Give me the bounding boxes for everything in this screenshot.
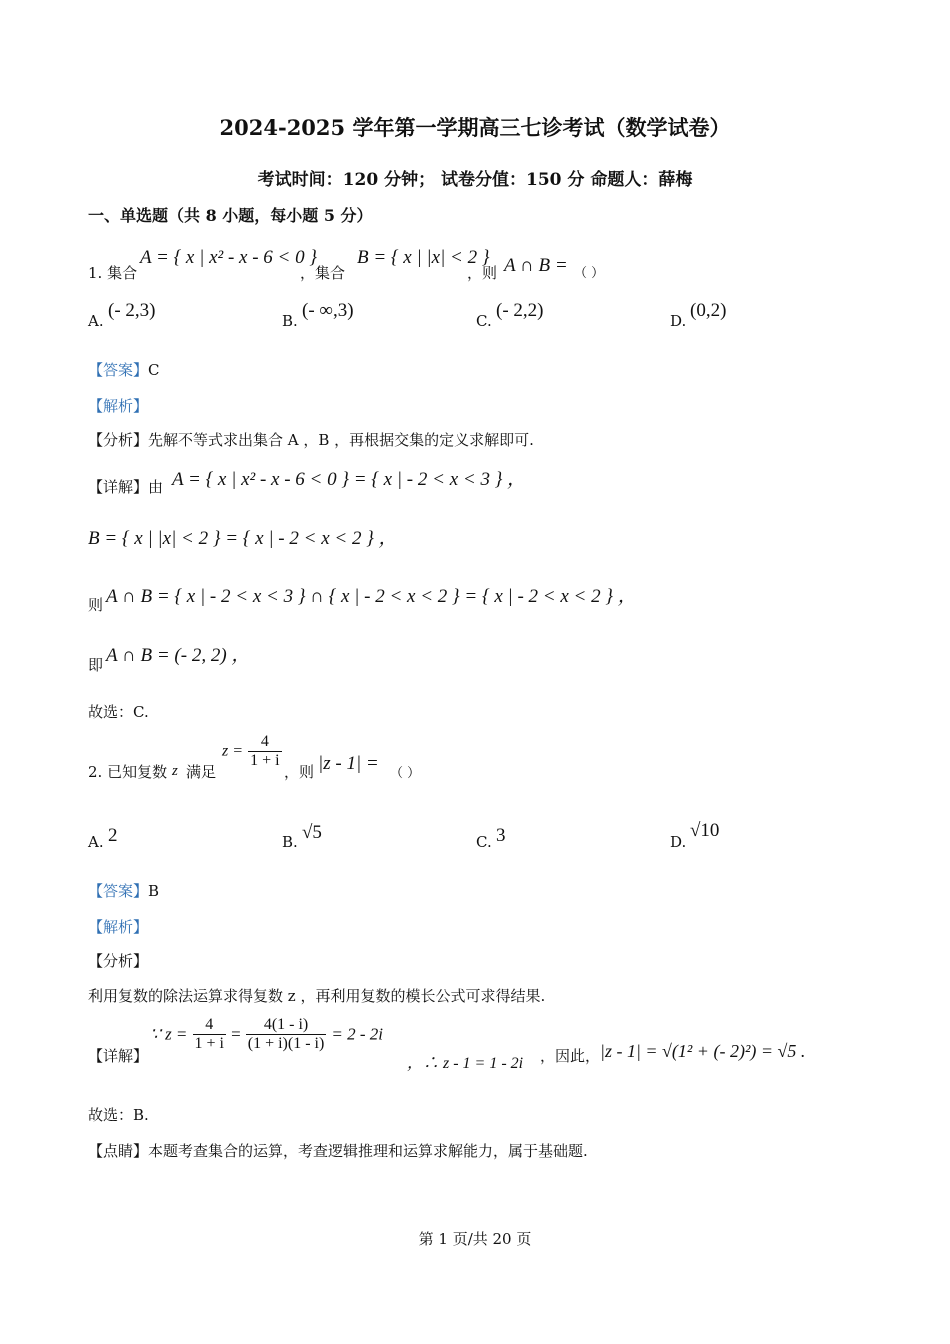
q1-expr: A ∩ B = [504, 255, 568, 276]
q2-fenxi-tag: 【分析】 [88, 952, 149, 970]
q2-answer-line [88, 880, 159, 901]
q2-detail-frac1 [193, 1016, 226, 1053]
q2-option-a-label: A. [88, 833, 104, 851]
q2-frac-den: 1 + i [250, 752, 280, 769]
q2-z-equation [222, 733, 282, 770]
q2-choose: 故选：B. [88, 1106, 149, 1124]
q1-analysis-tag: 【解析】 [88, 397, 149, 415]
q1-answer-line [88, 359, 160, 380]
q1-detail-tag: 【详解】由 [88, 478, 164, 496]
q1-choose: 故选：C. [88, 703, 149, 721]
q1-set-a: A = { x | x² - x - 6 < 0 } [140, 247, 317, 268]
q2-fraction [248, 733, 281, 770]
q2-option-c-label: C. [476, 833, 492, 851]
q1-set-b: B = { x | |x| < 2 } [357, 247, 490, 268]
q1-option-d-label: D. [670, 312, 687, 330]
q2-prefix: 2. 已知复数 [88, 763, 168, 781]
q2-answer-tag: 【答案】 [88, 882, 149, 900]
q2-because: ∵ z = [150, 1024, 188, 1044]
q2-var: z [172, 763, 178, 779]
q2-option-c-value: 3 [496, 825, 506, 846]
q2-then: ，则 [284, 763, 315, 781]
q1-option-c-value: (- 2,2) [496, 300, 544, 321]
exam-info: 考试时间：120 分钟； 试卷分值：150 分 命题人：薛梅 [257, 170, 693, 190]
q1-mid: ，集合 [300, 264, 346, 282]
q1-prefix: 1. 集合 [88, 264, 138, 282]
q1-then: ，则 [467, 264, 498, 282]
q2-detail-result: = 2 - 2i [331, 1024, 384, 1044]
q2-answer: B [148, 882, 160, 900]
q1-answer: C [148, 361, 160, 379]
q2-detail-frac2-den: (1 + i)(1 - i) [247, 1035, 325, 1052]
q2-option-a-value: 2 [108, 825, 118, 846]
q1-detail-line1: A = { x | x² - x - 6 < 0 } = { x | - 2 < x < 3 } ， [172, 469, 527, 490]
q2-detail-eq: = [231, 1024, 241, 1044]
q2-option-d-value: √10 [690, 820, 720, 841]
q2-dianjing: 【点睛】本题考查集合的运算，考查逻辑推理和运算求解能力，属于基础题. [88, 1142, 588, 1160]
q2-detail-frac1-num: 4 [193, 1016, 226, 1035]
q2-hence: ，因此， [540, 1047, 601, 1065]
q2-detail-frac1-den: 1 + i [194, 1035, 224, 1052]
q1-paren: （ ） [574, 266, 605, 281]
page-title: 2024-2025 学年第一学期高三七诊考试（数学试卷） [219, 115, 731, 140]
q1-detail-line2: B = { x | |x| < 2 } = { x | - 2 < x < 2 } ， [88, 528, 398, 549]
section-heading: 一、单选题（共 8 小题，每小题 5 分） [88, 206, 373, 225]
q1-detail-line4-prefix: 即 [88, 656, 104, 674]
q1-option-c-label: C. [476, 312, 492, 330]
q2-paren: （ ） [390, 766, 421, 781]
q1-option-a-label: A. [88, 312, 104, 330]
q2-detail-frac2-num: 4(1 - i) [246, 1016, 327, 1035]
q2-therefore: ，∴ z - 1 = 1 - 2i [407, 1055, 524, 1072]
q2-option-b-label: B. [282, 833, 298, 851]
q2-fenxi: 利用复数的除法运算求得复数 z ，再利用复数的模长公式可求得结果. [88, 987, 546, 1005]
q1-fenxi: 【分析】先解不等式求出集合 A ，B ，再根据交集的定义求解即可. [88, 431, 534, 449]
q2-detail-equation [150, 1016, 383, 1053]
q1-option-a-value: (- 2,3) [108, 300, 156, 321]
q2-analysis-tag: 【解析】 [88, 918, 149, 936]
q1-option-b-value: (- ∞,3) [302, 300, 354, 321]
q2-z-eq: z = [222, 742, 244, 760]
q2-mid: 满足 [186, 763, 217, 781]
q2-option-b-value: √5 [302, 822, 322, 843]
q2-expr: |z - 1| = [318, 753, 379, 774]
q2-frac-num: 4 [248, 733, 281, 752]
q2-detail-frac2 [246, 1016, 327, 1053]
q1-option-b-label: B. [282, 312, 298, 330]
q1-option-d-value: (0,2) [690, 300, 727, 321]
q1-detail-line4: A ∩ B = (- 2, 2) ， [106, 645, 251, 666]
q1-detail-line3: A ∩ B = { x | - 2 < x < 3 } ∩ { x | - 2 < x < 2 } = { x | - 2 < x < 2 } ， [106, 586, 637, 607]
q2-detail-tag: 【详解】 [88, 1047, 149, 1065]
page-footer: 第 1 页/共 20 页 [418, 1230, 532, 1248]
q2-modulus: |z - 1| = √(1² + (- 2)²) = √5 . [600, 1041, 806, 1061]
q2-option-d-label: D. [670, 833, 687, 851]
q1-detail-line3-prefix: 则 [88, 596, 104, 614]
q1-answer-tag: 【答案】 [88, 361, 149, 379]
